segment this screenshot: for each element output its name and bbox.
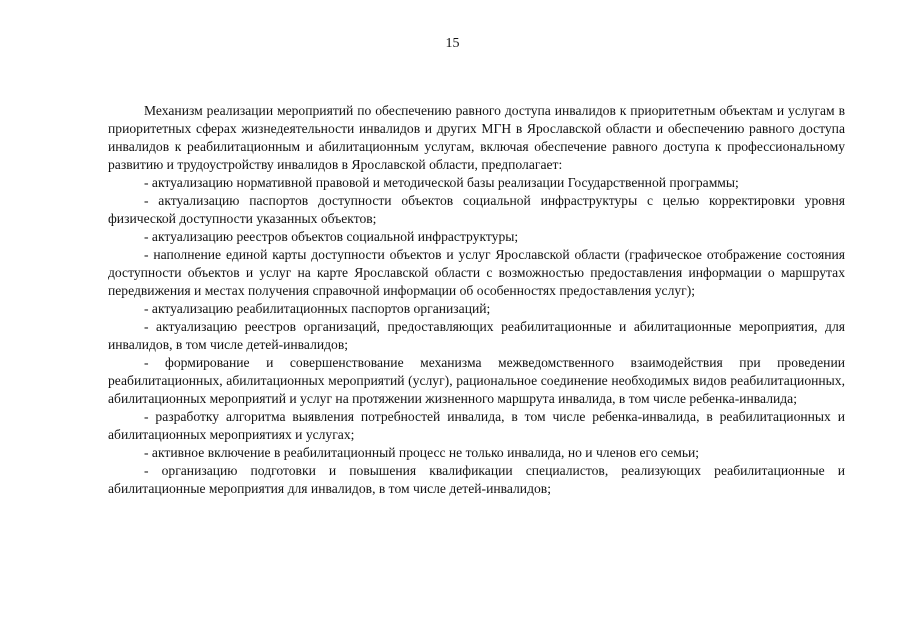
list-item-accessibility-map: - наполнение единой карты доступности объектов и услуг Ярославской области (графическое отображение состояния доступности объектов и услуг на карте Ярославской области с возможностью предоставления информации о маршрутах передвижения и местах получения справочной информации об особенностях предоставления услуг); bbox=[108, 247, 845, 298]
list-item-normative-base: - актуализацию нормативной правовой и методической базы реализации Государственной программы; bbox=[144, 175, 739, 190]
list-item-needs-algorithm: - разработку алгоритма выявления потребностей инвалида, в том числе ребенка-инвалида, в реабилитационных и абилитационных мероприятиях и услугах; bbox=[108, 409, 845, 442]
list-item-organization-registers: - актуализацию реестров организаций, предоставляющих реабилитационные и абилитационные мероприятия, для инвалидов, в том числе детей-инвалидов; bbox=[108, 319, 845, 352]
list-item-family-involvement: - активное включение в реабилитационный процесс не только инвалида, но и членов его семьи; bbox=[144, 445, 700, 460]
list-item-interagency-mechanism: - формирование и совершенствование механизма межведомственного взаимодействия при проведении реабилитационных, абилитационных мероприятий (услуг), рациональное соединение необходимых видов реабилитационных, абилитационных мероприятий и услуг на протяжении жизненного маршрута инвалида, в том числе ребенка-инвалида; bbox=[108, 355, 845, 406]
document-body bbox=[108, 102, 845, 498]
list-item-accessibility-passports: - актуализацию паспортов доступности объектов социальной инфраструктуры с целью корректировки уровня физической доступности указанных объектов; bbox=[108, 193, 845, 226]
intro-paragraph: Механизм реализации мероприятий по обеспечению равного доступа инвалидов к приоритетным объектам и услугам в приоритетных сферах жизнедеятельности инвалидов и других МГН в Ярославской области и обеспечению равного доступа инвалидов к реабилитационным и абилитационным услугам, включая обеспечение равного доступа к профессиональному развитию и трудоустройству инвалидов в Ярославской области, предполагает: bbox=[108, 103, 845, 172]
list-item-infrastructure-registers: - актуализацию реестров объектов социальной инфраструктуры; bbox=[144, 229, 519, 244]
page-number: 15 bbox=[445, 36, 460, 51]
list-item-specialist-training: - организацию подготовки и повышения квалификации специалистов, реализующих реабилитационные и абилитационные мероприятия для инвалидов, в том числе детей-инвалидов; bbox=[108, 463, 845, 496]
list-item-rehabilitation-passports: - актуализацию реабилитационных паспортов организаций; bbox=[144, 301, 491, 316]
